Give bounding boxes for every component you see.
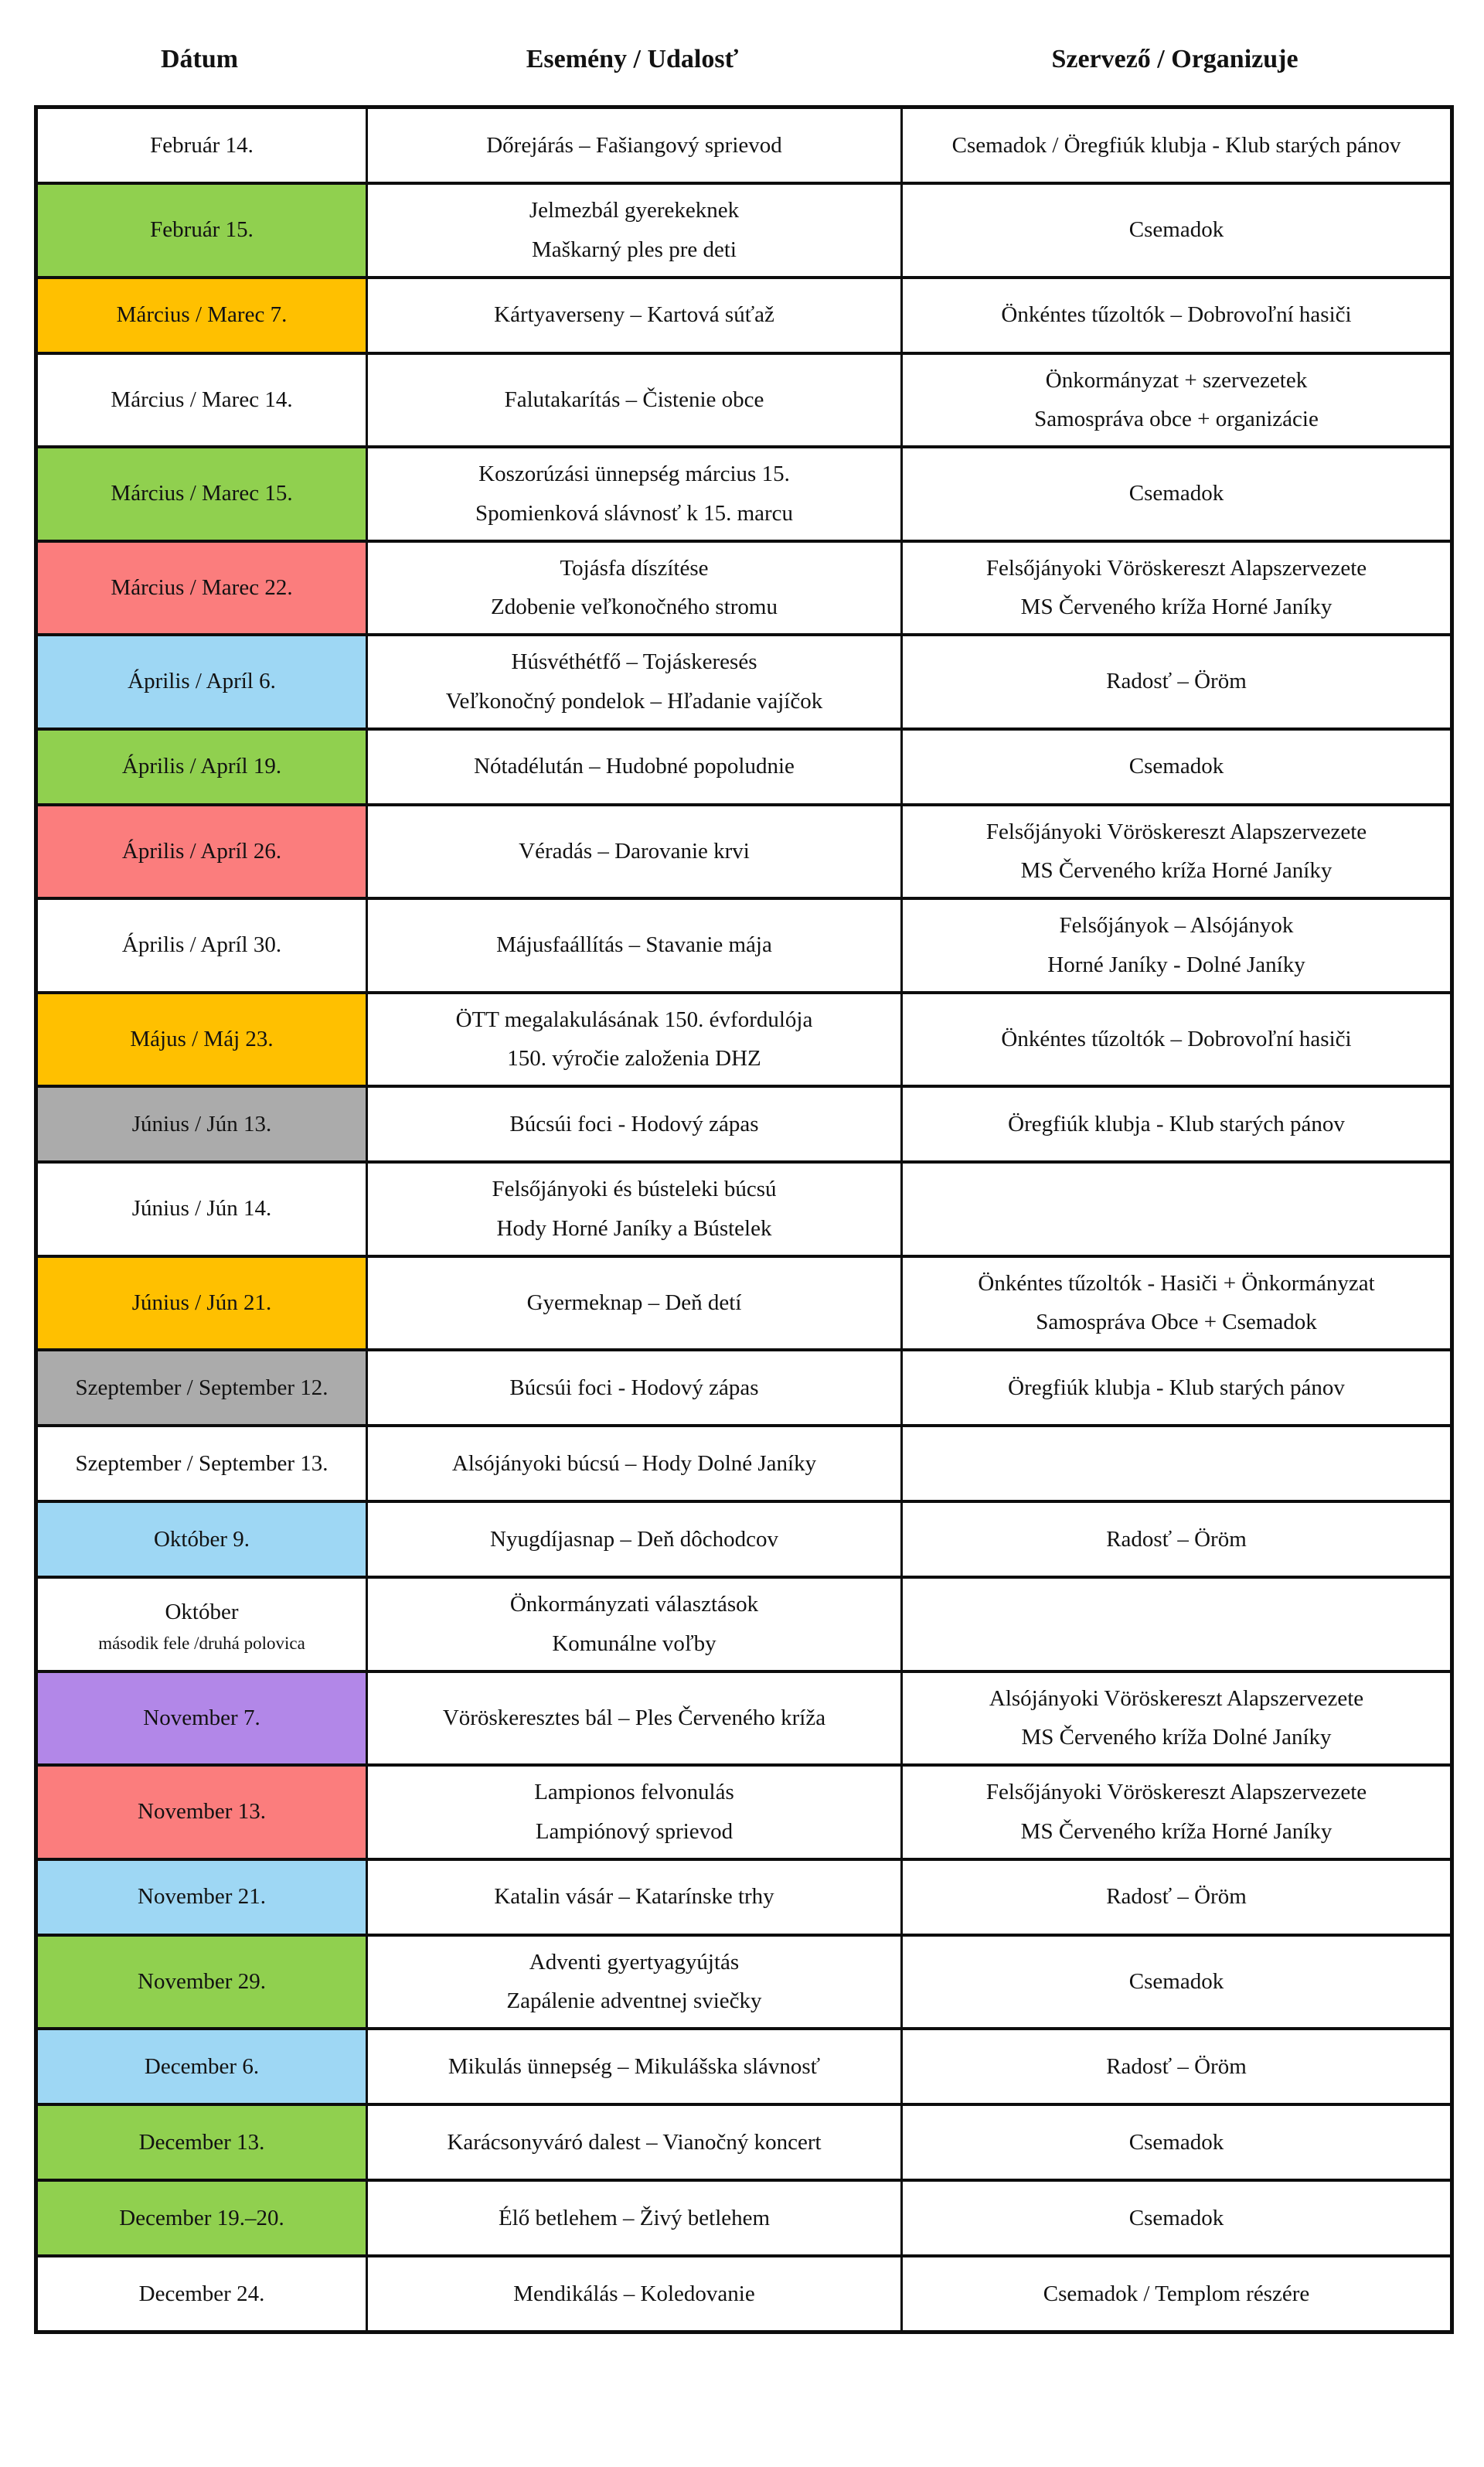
events-calendar-table <box>34 105 1454 2334</box>
table-row <box>36 1426 1452 1501</box>
date-cell <box>36 1256 367 1351</box>
event-cell <box>367 1935 902 2029</box>
date-cell-line: Április / Apríl 30. <box>121 932 282 958</box>
organizer-cell <box>902 541 1452 635</box>
organizer-cell-line: Radosť – Öröm <box>1106 1526 1247 1552</box>
organizer-cell-line: MS Červeného kríža Horné Janíky <box>1020 595 1333 620</box>
organizer-cell-line: Samospráva Obce + Csemadok <box>1036 1310 1317 1335</box>
date-cell-line: Április / Apríl 19. <box>121 754 282 779</box>
organizer-cell <box>902 1859 1452 1935</box>
event-cell <box>367 898 902 993</box>
event-cell <box>367 993 902 1087</box>
event-cell-line: Vöröskeresztes bál – Ples Červeného kríža <box>442 1705 826 1730</box>
date-cell <box>36 729 367 805</box>
date-cell-line: Június / Jún 21. <box>131 1290 272 1315</box>
date-cell <box>36 541 367 635</box>
organizer-cell-line: Csemadok <box>1128 1968 1224 1994</box>
event-cell-line: Élő betlehem – Živý betlehem <box>498 2205 771 2230</box>
organizer-cell <box>902 353 1452 448</box>
date-cell <box>36 1671 367 1766</box>
header-event: Esemény / Udalosť <box>526 45 739 73</box>
date-cell-line: November 7. <box>143 1705 260 1730</box>
table-row <box>36 1501 1452 1577</box>
event-cell-line: Adventi gyertyagyújtás <box>529 1949 740 1975</box>
organizer-cell-line: Radosť – Öröm <box>1106 2053 1247 2079</box>
table-row <box>36 2256 1452 2332</box>
organizer-cell-line: Csemadok <box>1128 754 1224 779</box>
organizer-cell-line: Radosť – Öröm <box>1106 669 1247 694</box>
organizer-cell <box>902 805 1452 899</box>
organizer-cell <box>902 1086 1452 1162</box>
event-cell-line: Alsójányoki búcsú – Hody Dolné Janíky <box>451 1450 817 1476</box>
event-cell <box>367 2104 902 2180</box>
event-cell-line: Nyugdíjasnap – Deň dôchodcov <box>490 1526 778 1552</box>
event-cell-line: Húsvéthétfő – Tojáskeresés <box>511 649 757 674</box>
event-cell <box>367 107 902 184</box>
event-cell <box>367 1577 902 1671</box>
date-cell-line: November 21. <box>138 1884 266 1910</box>
event-cell-line: Komunálne voľby <box>552 1630 716 1656</box>
organizer-cell-line: MS Červeného kríža Horné Janíky <box>1020 1818 1333 1844</box>
table-row <box>36 1256 1452 1351</box>
table-row <box>36 729 1452 805</box>
date-cell-line: December 6. <box>144 2053 260 2079</box>
organizer-cell <box>902 183 1452 278</box>
table-row <box>36 541 1452 635</box>
table-row <box>36 1086 1452 1162</box>
organizer-cell-line: Csemadok <box>1128 2129 1224 2155</box>
organizer-cell-line: Horné Janíky - Dolné Janíky <box>1047 952 1305 977</box>
event-cell <box>367 729 902 805</box>
event-cell-line: Zdobenie veľkonočného stromu <box>491 595 778 620</box>
organizer-cell <box>902 1935 1452 2029</box>
event-cell <box>367 2029 902 2104</box>
date-cell-line: Október <box>165 1600 239 1625</box>
event-cell-line: Mendikálás – Koledovanie <box>513 2281 755 2306</box>
event-cell-line: Véradás – Darovanie krvi <box>519 838 750 864</box>
date-cell-line: Szeptember / September 13. <box>75 1450 328 1476</box>
date-cell <box>36 805 367 899</box>
date-cell-line: Május / Máj 23. <box>130 1026 274 1051</box>
date-cell-line: Március / Marec 14. <box>111 387 293 412</box>
organizer-cell-line: Alsójányoki Vöröskereszt Alapszervezete <box>989 1685 1364 1711</box>
event-cell-line: Gyermeknap – Deň detí <box>526 1290 742 1315</box>
organizer-cell-line: Csemadok <box>1128 481 1224 506</box>
organizer-cell <box>902 1501 1452 1577</box>
organizer-cell <box>902 1162 1452 1256</box>
event-cell <box>367 447 902 541</box>
date-cell-line: Április / Apríl 6. <box>128 669 276 694</box>
column-headers <box>34 45 1450 74</box>
organizer-cell-line: Önkéntes tűzoltók – Dobrovoľní hasiči <box>1001 1026 1352 1051</box>
date-cell <box>36 1765 367 1859</box>
event-cell <box>367 1162 902 1256</box>
organizer-cell-line: Önkéntes tűzoltók - Hasiči + Önkormányzat <box>978 1270 1375 1296</box>
date-cell-line: Február 14. <box>150 132 254 158</box>
organizer-cell-line: Csemadok / Öregfiúk klubja - Klub starých pánov <box>951 132 1401 158</box>
organizer-cell-line: Felsőjányoki Vöröskereszt Alapszervezete <box>985 1780 1367 1804</box>
date-cell-line: Június / Jún 14. <box>131 1196 272 1222</box>
date-cell <box>36 1350 367 1426</box>
organizer-cell-line: Önkormányzat + szervezetek <box>1045 367 1308 393</box>
event-cell-line: Lampionos felvonulás <box>534 1780 734 1804</box>
organizer-cell <box>902 729 1452 805</box>
organizer-cell-line: Önkéntes tűzoltók – Dobrovoľní hasiči <box>1001 302 1352 328</box>
date-cell <box>36 2180 367 2256</box>
organizer-cell-line: MS Červeného kríža Horné Janíky <box>1020 858 1333 884</box>
date-cell <box>36 447 367 541</box>
date-cell-line: December 24. <box>138 2281 265 2306</box>
event-cell <box>367 353 902 448</box>
date-cell-line: Szeptember / September 12. <box>75 1375 328 1400</box>
organizer-cell-line: Csemadok / Templom részére <box>1043 2281 1310 2306</box>
event-cell-line: Nótadélután – Hudobné popoludnie <box>474 754 795 779</box>
table-row <box>36 805 1452 899</box>
organizer-cell <box>902 1765 1452 1859</box>
organizer-cell-line: Radosť – Öröm <box>1106 1884 1247 1910</box>
organizer-cell-line: Felsőjányoki Vöröskereszt Alapszervezete <box>985 555 1367 581</box>
event-cell-line: Májusfaállítás – Stavanie mája <box>496 932 772 958</box>
event-cell-line: Kártyaverseny – Kartová súťaž <box>494 302 774 328</box>
organizer-cell-line: Samospráva obce + organizácie <box>1034 407 1319 432</box>
event-cell-line: Dőrejárás – Fašiangový sprievod <box>486 132 782 158</box>
event-cell <box>367 635 902 729</box>
event-cell <box>367 1256 902 1351</box>
event-cell-line: Mikulás ünnepség – Mikulášska slávnosť <box>448 2053 821 2079</box>
date-cell-subtext: második fele /druhá polovica <box>98 1634 305 1654</box>
event-cell-line: Koszorúzási ünnepség március 15. <box>478 462 790 486</box>
table-row <box>36 1671 1452 1766</box>
event-cell-line: 150. výročie založenia DHZ <box>507 1046 761 1072</box>
event-cell-line: Falutakarítás – Čistenie obce <box>504 387 764 412</box>
table-row <box>36 2180 1452 2256</box>
organizer-cell <box>902 107 1452 184</box>
event-cell <box>367 1765 902 1859</box>
date-cell-line: December 13. <box>138 2129 265 2155</box>
table-row <box>36 1350 1452 1426</box>
table-row <box>36 635 1452 729</box>
event-cell <box>367 183 902 278</box>
table-row <box>36 1577 1452 1671</box>
event-cell-line: Zapálenie adventnej sviečky <box>506 1988 762 2014</box>
organizer-cell <box>902 278 1452 353</box>
table-row <box>36 447 1452 541</box>
date-cell-line: Április / Apríl 26. <box>121 838 282 864</box>
organizer-cell-line: MS Červeného kríža Dolné Janíky <box>1021 1725 1332 1750</box>
event-cell <box>367 1859 902 1935</box>
date-cell <box>36 1086 367 1162</box>
event-cell <box>367 2256 902 2332</box>
event-cell-line: Spomienková slávnosť k 15. marcu <box>475 500 794 526</box>
organizer-cell-line: Csemadok <box>1128 217 1224 243</box>
event-cell <box>367 1501 902 1577</box>
table-row <box>36 993 1452 1087</box>
table-row <box>36 183 1452 278</box>
date-cell <box>36 353 367 448</box>
event-cell-line: Tojásfa díszítése <box>560 555 709 581</box>
event-cell-line: Veľkonočný pondelok – Hľadanie vajíčok <box>445 688 823 714</box>
date-cell <box>36 2256 367 2332</box>
event-cell-line: Jelmezbál gyerekeknek <box>529 198 740 223</box>
organizer-cell <box>902 898 1452 993</box>
events-table-body <box>36 107 1452 2332</box>
event-cell-line: ÖTT megalakulásának 150. évfordulója <box>455 1007 813 1032</box>
date-cell <box>36 635 367 729</box>
date-cell <box>36 1162 367 1256</box>
event-cell <box>367 541 902 635</box>
date-cell <box>36 183 367 278</box>
date-cell-line: Március / Marec 7. <box>116 302 288 328</box>
event-cell <box>367 1350 902 1426</box>
date-cell-line: Június / Jún 13. <box>131 1111 272 1136</box>
organizer-cell <box>902 1426 1452 1501</box>
date-cell <box>36 2029 367 2104</box>
header-date: Dátum <box>160 45 239 73</box>
date-cell-line: Március / Marec 22. <box>111 574 293 600</box>
organizer-cell <box>902 447 1452 541</box>
organizer-cell <box>902 1350 1452 1426</box>
table-row <box>36 2104 1452 2180</box>
table-row <box>36 278 1452 353</box>
table-row <box>36 898 1452 993</box>
event-cell-line: Katalin vásár – Katarínske trhy <box>494 1884 774 1910</box>
event-cell <box>367 1426 902 1501</box>
organizer-cell <box>902 1577 1452 1671</box>
event-cell <box>367 805 902 899</box>
organizer-cell-line: Öregfiúk klubja - Klub starých pánov <box>1008 1111 1345 1136</box>
header-organizer: Szervező / Organizuje <box>1051 45 1298 73</box>
date-cell <box>36 2104 367 2180</box>
organizer-cell <box>902 1671 1452 1766</box>
date-cell-line: Február 15. <box>150 217 254 243</box>
event-cell-line: Karácsonyváró dalest – Vianočný koncert <box>447 2129 822 2155</box>
date-cell <box>36 993 367 1087</box>
organizer-cell <box>902 2104 1452 2180</box>
date-cell <box>36 278 367 353</box>
date-cell-line: November 29. <box>138 1968 266 1994</box>
date-cell <box>36 1501 367 1577</box>
date-cell-line: December 19.–20. <box>119 2205 284 2230</box>
table-row <box>36 1859 1452 1935</box>
table-row <box>36 1765 1452 1859</box>
event-cell-line: Önkormányzati választások <box>509 1592 759 1617</box>
event-cell-line: Búcsúi foci - Hodový zápas <box>509 1375 759 1400</box>
date-cell-line: Október 9. <box>153 1526 250 1552</box>
date-cell <box>36 1426 367 1501</box>
table-row <box>36 1162 1452 1256</box>
event-cell-line: Maškarný ples pre deti <box>532 237 737 262</box>
organizer-cell <box>902 2180 1452 2256</box>
organizer-cell <box>902 2256 1452 2332</box>
table-row <box>36 107 1452 184</box>
event-cell-line: Lampiónový sprievod <box>535 1818 733 1844</box>
organizer-cell-line: Felsőjányoki Vöröskereszt Alapszervezete <box>985 819 1367 844</box>
event-cell-line: Búcsúi foci - Hodový zápas <box>509 1111 759 1136</box>
date-cell-line: November 13. <box>138 1799 266 1825</box>
organizer-cell <box>902 993 1452 1087</box>
date-cell <box>36 107 367 184</box>
event-cell <box>367 1671 902 1766</box>
event-cell <box>367 1086 902 1162</box>
table-row <box>36 1935 1452 2029</box>
date-cell <box>36 1935 367 2029</box>
organizer-cell-line: Öregfiúk klubja - Klub starých pánov <box>1008 1375 1345 1400</box>
organizer-cell <box>902 635 1452 729</box>
organizer-cell-line: Csemadok <box>1128 2205 1224 2230</box>
date-cell-line: Március / Marec 15. <box>111 481 293 506</box>
organizer-cell <box>902 1256 1452 1351</box>
date-cell <box>36 1859 367 1935</box>
table-row <box>36 353 1452 448</box>
table-row <box>36 2029 1452 2104</box>
date-cell <box>36 1577 367 1671</box>
date-cell <box>36 898 367 993</box>
event-cell <box>367 278 902 353</box>
event-cell-line: Hody Horné Janíky a Bústelek <box>496 1215 772 1241</box>
organizer-cell-line: Felsőjányok – Alsójányok <box>1059 913 1294 938</box>
event-cell <box>367 2180 902 2256</box>
organizer-cell <box>902 2029 1452 2104</box>
event-cell-line: Felsőjányoki és bústeleki búcsú <box>492 1177 777 1201</box>
